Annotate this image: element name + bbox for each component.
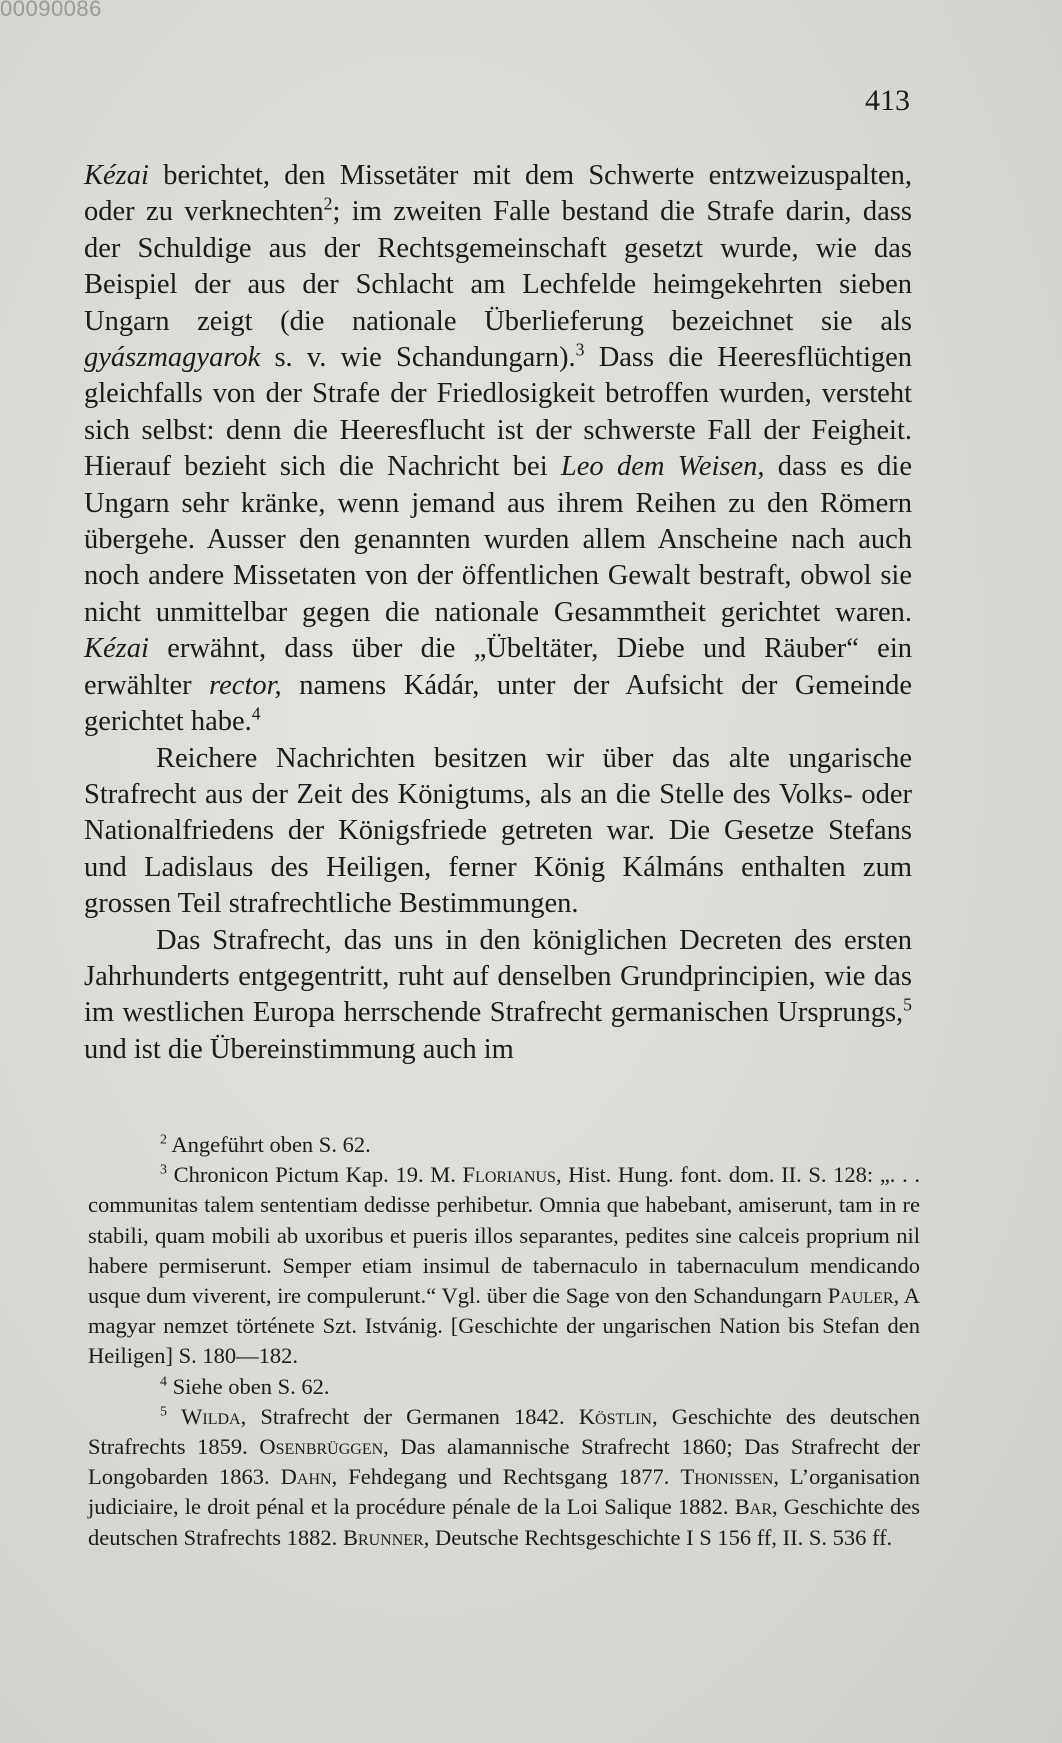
- footnote-ref: 3: [575, 339, 585, 360]
- cited-author: Köstlin: [578, 1403, 652, 1429]
- cited-author: Dahn: [280, 1464, 332, 1490]
- cited-author: Wilda: [181, 1403, 241, 1429]
- footnote-text: , Geschichte des deutschen Strafrechts 1882.: [88, 1494, 920, 1550]
- footnote-text: , Strafrecht der Germanen 1842.: [240, 1403, 579, 1429]
- paragraph-2: Reichere Nachrichten besitzen wir über das alte ungarische Strafrecht aus der Zeit des Königtums, als an die Stelle des Volks- oder Nationalfriedens der Königsfriede getreten war. Die Gesetze Stefans und Ladislaus des Heiligen, ferner König Kálmáns enthalten zum grossen Teil strafrechtliche Bestimmungen.: [84, 742, 912, 920]
- footnote-mark: 5: [160, 1404, 167, 1420]
- paragraph-1: [84, 158, 912, 741]
- footnote-ref: 4: [251, 703, 261, 724]
- footnote-text: , L’organisation judiciaire, le droit pénal et la procédure pénale de la Loi Salique 1882.: [88, 1464, 920, 1520]
- cited-author: Brunner: [342, 1524, 424, 1550]
- cited-author: Florianus: [462, 1162, 556, 1188]
- text-run: namens Kádár, unter der Aufsicht der Gemeinde gerichtet habe.: [84, 669, 912, 738]
- footnote-text: Chronicon Pictum Kap. 19. M.: [166, 1162, 463, 1188]
- cited-author: Bar: [734, 1494, 772, 1520]
- footnote-ref: 2: [323, 193, 333, 214]
- footnote-2: [88, 1130, 920, 1160]
- footnote-mark: 4: [160, 1374, 167, 1390]
- footnote-text: , Deutsche Rechtsgeschichte I S 156 ff, II. S. 536 ff.: [423, 1524, 893, 1550]
- text-run: Dass die Heeresflüchtigen gleichfalls von der Strafe der Friedlosigkeit betroffen wurden, versteht sich selbst: denn die Heeresflucht ist der schwerste Fall der Feigheit. Hierauf bezieht sich die Nachricht bei: [84, 342, 913, 483]
- footnote-text: , Geschichte des deutschen Strafrechts 1859.: [88, 1403, 920, 1460]
- footnote-mark: 2: [160, 1132, 167, 1148]
- scan-id-label: 00090086: [0, 0, 102, 21]
- italic-term: rector,: [209, 669, 282, 701]
- footnote-5: [88, 1402, 920, 1553]
- footnotes: [88, 1130, 920, 1553]
- footnote-text: Siehe oben S. 62.: [166, 1373, 330, 1399]
- page-number: 413: [865, 84, 910, 117]
- footnote-text: , Das alamannische Strafrecht 1860; Das Strafrecht der Longobarden 1863.: [88, 1434, 920, 1490]
- text-run: Das Strafrecht, das uns in den königlichen Decreten des ersten Jahrhunderts entgegentritt, ruht auf denselben Grundprincipien, wie das im westlichen Europa herrschende Strafrecht germanischen Ursprungs,: [84, 924, 912, 1029]
- text-run: ; im zweiten Falle bestand die Strafe darin, dass der Schuldige aus der Rechtsgemeinschaft gesetzt wurde, wie das Beispiel der aus der Schlacht am Lechfelde heimgekehrten sieben Ungarn zeigt (die nationale Überlieferung bezeichnet sie als: [84, 196, 912, 337]
- footnote-text: Angeführt oben S. 62.: [166, 1132, 371, 1157]
- footnote-mark: 3: [160, 1162, 167, 1178]
- footnote-3: [88, 1160, 920, 1371]
- footnote-4: [88, 1372, 920, 1402]
- cited-author: Osenbrüggen: [259, 1434, 384, 1460]
- text-run: dass es die Ungarn sehr kränke, wenn jemand aus ihrem Reihen zu den Römern übergehe. Ausser den genannten wurden allem Anscheine nach auch noch andere Missetaten von der öffentlichen Gewalt bestraft, obwol sie nicht unmittelbar gegen die nationale Gesammtheit gerichtet waren.: [84, 451, 912, 628]
- footnote-text: , Fehdegang und Rechtsgang 1877.: [331, 1464, 681, 1490]
- author-name: Kézai: [84, 160, 149, 191]
- cited-author: Thonissen: [680, 1464, 774, 1490]
- footnote-text: , Hist. Hung. font. dom. II. S. 128: „. . . communitas talem sententiam dedisse perhibetur. Omnia que habebant, amiserunt, tam in re stabili, quam mobili ab uxoribus et pueris illos separantes, pedites sine calceis proprium nil habere permiserunt. Semper etiam insimul de tabernaculo in tabernaculum mendicando usque dum viverent, ire compulerunt.“ Vgl. über die Sage von den Schandungarn: [88, 1162, 920, 1309]
- author-name: Leo dem Weisen,: [560, 451, 765, 483]
- paragraph-3: [84, 923, 912, 1069]
- cited-author: Pauler: [827, 1283, 894, 1309]
- text-run: s. v. wie Schandungarn).: [260, 342, 576, 374]
- footnote-text: , A magyar nemzet története Szt. Istvánig. [Geschichte der ungarischen Nation bis Stefan den Heiligen] S. 180—182.: [88, 1283, 920, 1369]
- text-run: berichtet, den Missetäter mit dem Schwerte entzweizuspalten, oder zu verknechten: [84, 160, 912, 228]
- text-run: erwähnt, dass über die „Übeltäter, Diebe und Räuber“ ein erwählter: [84, 633, 912, 701]
- text-run: und ist die Übereinstimmung auch im: [84, 1033, 514, 1065]
- footnote-ref: 5: [903, 994, 912, 1015]
- main-text: [84, 158, 912, 1068]
- author-name: Kézai: [84, 633, 149, 665]
- italic-term: gyászmagyarok: [84, 342, 261, 374]
